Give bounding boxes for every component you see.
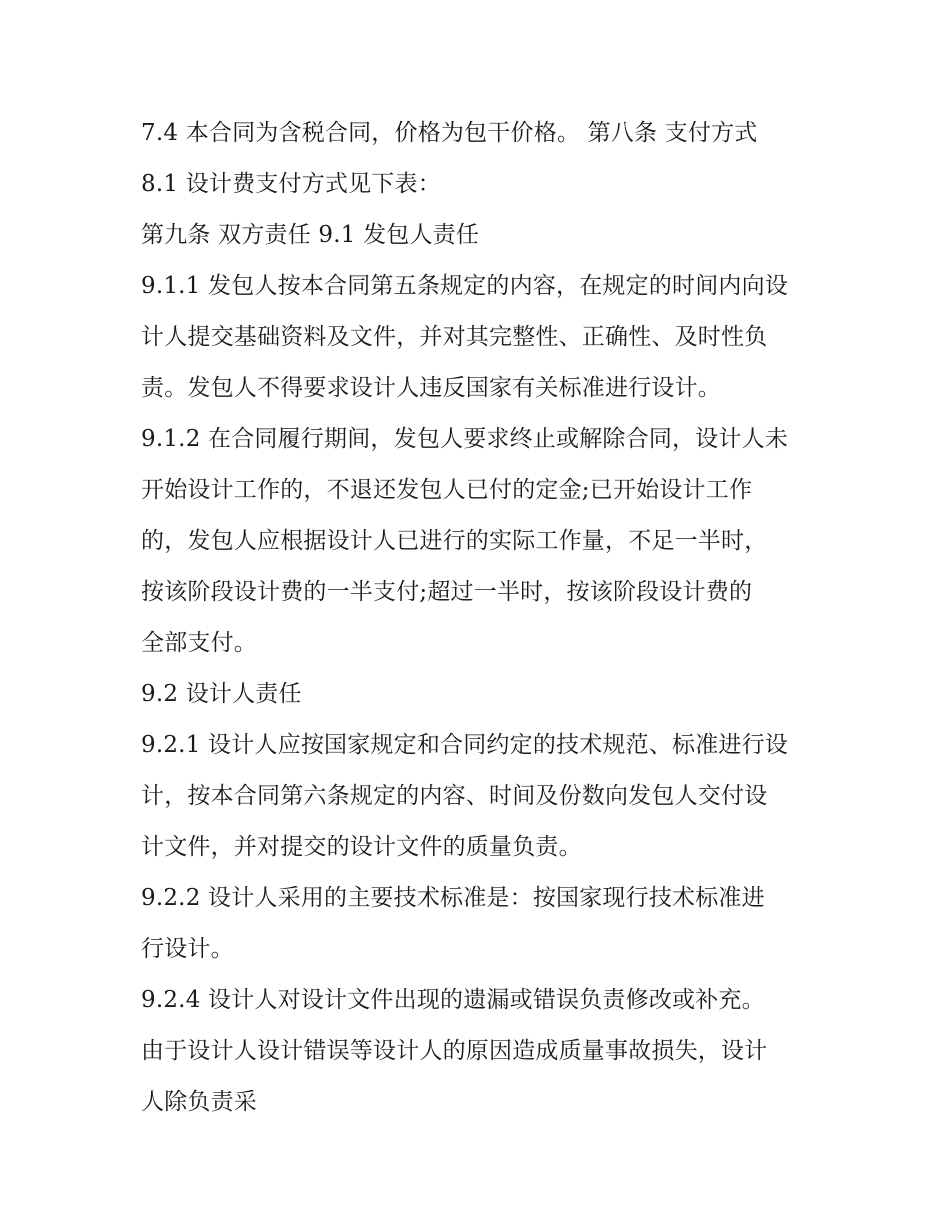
text-line: 9.2.4 设计人对设计文件出现的遗漏或错误负责修改或补充。 xyxy=(141,987,765,1013)
text-line: 9.2.1 设计人应按国家规定和合同约定的技术规范、标准进行设 xyxy=(141,732,789,758)
text-line: 9.1.2 在合同履行期间，发包人要求终止或解除合同，设计人未 xyxy=(141,426,789,452)
text-line: 计，按本合同第六条规定的内容、时间及份数向发包人交付设 xyxy=(141,783,768,809)
text-line: 按该阶段设计费的一半支付;超过一半时，按该阶段设计费的 xyxy=(141,579,753,605)
text-line: 7.4 本合同为含税合同，价格为包干价格。 第八条 支付方式 xyxy=(141,120,758,146)
text-line: 8.1 设计费支付方式见下表： xyxy=(141,171,441,197)
text-line: 行设计。 xyxy=(141,936,234,962)
text-line: 人除负责采 xyxy=(141,1089,257,1115)
section-heading: 9.2 设计人责任 xyxy=(141,681,302,707)
text-line: 开始设计工作的，不退还发包人已付的定金;已开始设计工作 xyxy=(141,477,753,503)
text-line: 由于设计人设计错误等设计人的原因造成质量事故损失，设计 xyxy=(141,1038,768,1064)
text-line: 9.1.1 发包人按本合同第五条规定的内容，在规定的时间内向设 xyxy=(141,273,789,299)
document-body xyxy=(141,108,816,1128)
text-line: 9.2.2 设计人采用的主要技术标准是：按国家现行技术标准进 xyxy=(141,885,765,911)
text-line: 计人提交基础资料及文件，并对其完整性、正确性、及时性负 xyxy=(141,324,768,350)
text-line: 计文件，并对提交的设计文件的质量负责。 xyxy=(141,834,582,860)
text-line: 责。发包人不得要求设计人违反国家有关标准进行设计。 xyxy=(141,375,721,401)
text-line: 全部支付。 xyxy=(141,630,257,656)
text-line: 的，发包人应根据设计人已进行的实际工作量，不足一半时， xyxy=(141,528,768,554)
section-heading: 第九条 双方责任 9.1 发包人责任 xyxy=(141,222,480,248)
